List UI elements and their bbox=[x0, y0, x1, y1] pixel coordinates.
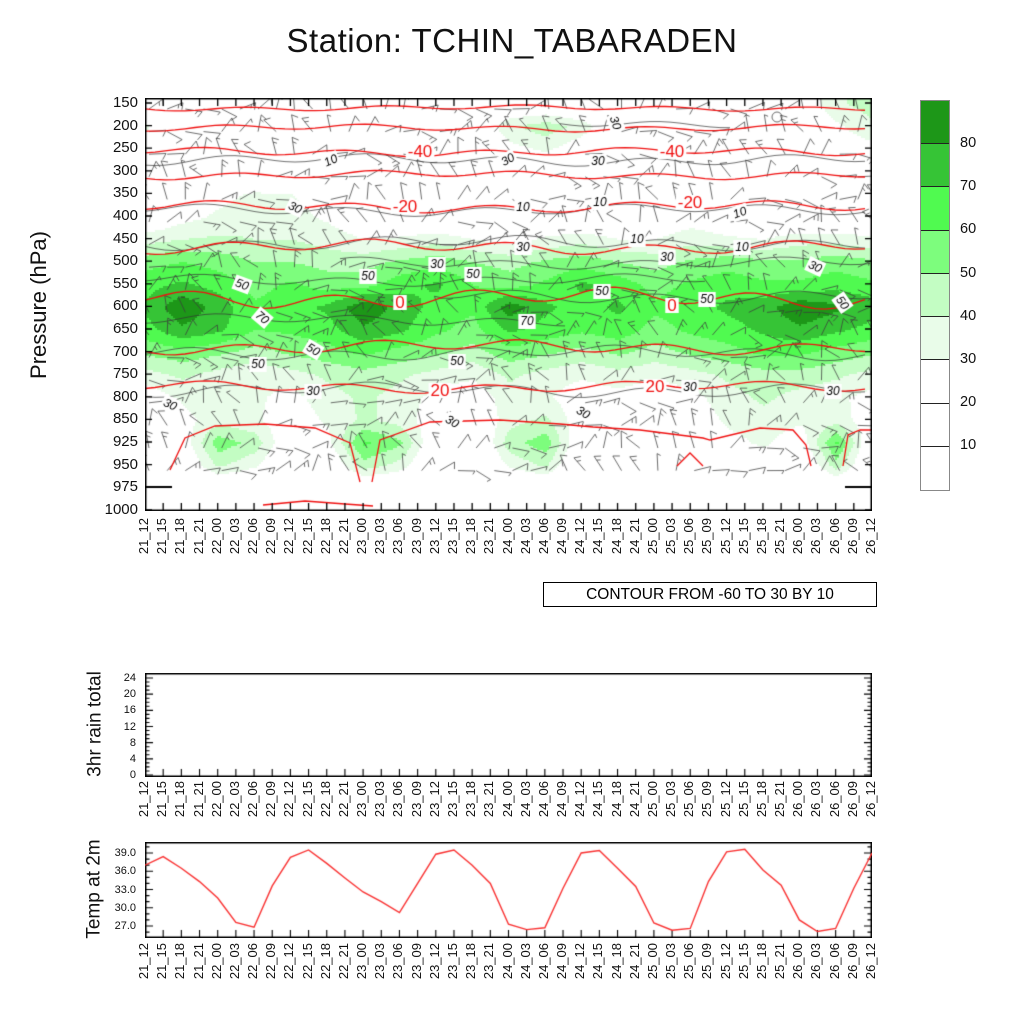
time-tick-label: 22_12 bbox=[281, 781, 297, 818]
rain-tick-label: 12 bbox=[123, 720, 136, 733]
time-tick-label: 22_21 bbox=[335, 518, 351, 555]
colorbar-tick-label: 10 bbox=[960, 437, 977, 454]
time-tick-label: 25_06 bbox=[681, 781, 697, 818]
rain-tick-label: 0 bbox=[129, 769, 136, 782]
pressure-tick-label: 400 bbox=[112, 207, 138, 224]
colorbar-cell bbox=[921, 447, 949, 490]
time-tick-label: 24_09 bbox=[554, 781, 570, 818]
time-tick-label: 21_15 bbox=[154, 781, 170, 818]
temp-tick-label: 36.0 bbox=[114, 865, 136, 878]
time-tick-label: 25_21 bbox=[772, 943, 788, 980]
time-tick-label: 24_00 bbox=[499, 518, 515, 555]
time-tick-label: 26_09 bbox=[844, 781, 860, 818]
time-tick-label: 22_00 bbox=[208, 781, 224, 818]
time-tick-label: 26_06 bbox=[826, 943, 842, 980]
time-tick-label: 22_18 bbox=[317, 518, 333, 555]
colorbar-cell bbox=[921, 187, 949, 230]
time-tick-label: 24_21 bbox=[626, 943, 642, 980]
time-tick-label: 22_00 bbox=[208, 943, 224, 980]
pressure-tick-label: 200 bbox=[112, 116, 138, 134]
time-tick-label: 23_12 bbox=[426, 518, 442, 555]
colorbar-tick-label: 30 bbox=[960, 351, 977, 367]
time-tick-label: 26_03 bbox=[808, 943, 824, 980]
rain-tick-label: 8 bbox=[129, 736, 136, 749]
rain-plot bbox=[145, 673, 872, 777]
time-tick-label: 23_21 bbox=[481, 518, 497, 555]
time-tick-label: 23_15 bbox=[444, 781, 460, 818]
time-tick-label: 24_03 bbox=[517, 943, 533, 980]
time-tick-label: 25_21 bbox=[772, 781, 788, 818]
time-tick-label: 26_00 bbox=[790, 943, 806, 980]
pressure-tick-label: 350 bbox=[112, 184, 138, 202]
time-tick-label: 25_00 bbox=[644, 943, 660, 980]
time-tick-label: 23_06 bbox=[390, 781, 406, 818]
time-tick-label: 23_09 bbox=[408, 781, 424, 818]
pressure-tick-label: 700 bbox=[112, 342, 138, 360]
time-tick-label: 21_21 bbox=[190, 518, 206, 555]
time-tick-label: 23_00 bbox=[354, 781, 370, 818]
time-tick-label: 25_03 bbox=[663, 518, 679, 555]
colorbar-cell bbox=[921, 144, 949, 187]
time-tick-label: 26_00 bbox=[790, 781, 806, 818]
time-tick-label: 23_00 bbox=[354, 518, 370, 555]
pressure-tick-label: 300 bbox=[112, 161, 138, 179]
time-tick-label: 25_12 bbox=[717, 781, 733, 818]
time-tick-label: 24_21 bbox=[626, 781, 642, 818]
time-tick-label: 21_21 bbox=[190, 781, 206, 818]
time-tick-label: 21_15 bbox=[154, 518, 170, 555]
pressure-tick-label: 800 bbox=[112, 387, 138, 405]
time-tick-label: 25_18 bbox=[753, 518, 769, 555]
time-tick-label: 22_00 bbox=[208, 518, 224, 555]
time-tick-label: 25_09 bbox=[699, 781, 715, 818]
pressure-tick-label: 450 bbox=[112, 229, 138, 247]
time-tick-label: 25_15 bbox=[735, 781, 751, 818]
colorbar-cell bbox=[921, 101, 949, 144]
time-tick-label: 22_12 bbox=[281, 518, 297, 555]
time-tick-label: 24_09 bbox=[554, 943, 570, 980]
time-tick-label: 23_18 bbox=[463, 943, 479, 980]
time-tick-label: 25_00 bbox=[644, 781, 660, 818]
time-tick-label: 23_21 bbox=[481, 943, 497, 980]
time-tick-label: 25_12 bbox=[717, 943, 733, 980]
time-tick-label: 26_03 bbox=[808, 781, 824, 818]
time-tick-label: 25_06 bbox=[681, 943, 697, 980]
time-tick-label: 24_21 bbox=[626, 518, 642, 555]
temp-tick-label: 30.0 bbox=[114, 901, 136, 914]
time-tick-label: 25_18 bbox=[753, 781, 769, 818]
pressure-tick-label: 650 bbox=[112, 320, 138, 337]
time-tick-label: 21_18 bbox=[172, 943, 188, 980]
time-tick-label: 24_03 bbox=[517, 518, 533, 555]
time-tick-label: 26_09 bbox=[844, 518, 860, 555]
time-tick-label: 21_12 bbox=[136, 781, 151, 818]
time-tick-label: 23_03 bbox=[372, 518, 388, 555]
pressure-tick-label: 850 bbox=[112, 410, 138, 428]
time-tick-label: 22_03 bbox=[226, 518, 242, 555]
time-tick-label: 23_15 bbox=[444, 518, 460, 555]
time-tick-label: 23_15 bbox=[444, 943, 460, 980]
pressure-axis-title: Pressure (hPa) bbox=[26, 231, 51, 379]
temp-axis-title: Temp at 2m bbox=[83, 839, 105, 939]
pressure-tick-label: 500 bbox=[112, 252, 138, 270]
time-tick-label: 24_15 bbox=[590, 781, 606, 818]
time-tick-label: 21_18 bbox=[172, 781, 188, 818]
time-tick-label: 25_21 bbox=[772, 518, 788, 555]
colorbar-cell bbox=[921, 404, 949, 447]
time-tick-label: 25_00 bbox=[644, 518, 660, 555]
time-tick-label: 22_09 bbox=[263, 943, 279, 980]
time-tick-label: 24_15 bbox=[590, 518, 606, 555]
time-tick-label: 23_06 bbox=[390, 518, 406, 555]
time-tick-label: 24_18 bbox=[608, 781, 624, 818]
time-tick-label: 24_06 bbox=[535, 518, 551, 555]
time-tick-label: 23_21 bbox=[481, 781, 497, 818]
time-tick-label: 21_21 bbox=[190, 943, 206, 980]
time-tick-label: 23_09 bbox=[408, 518, 424, 555]
time-tick-label: 26_03 bbox=[808, 518, 824, 555]
time-tick-label: 25_06 bbox=[681, 518, 697, 555]
time-tick-label: 24_00 bbox=[499, 781, 515, 818]
temp-plot bbox=[145, 842, 872, 938]
time-tick-label: 24_12 bbox=[572, 781, 588, 818]
time-tick-label: 23_18 bbox=[463, 518, 479, 555]
colorbar-cell bbox=[921, 274, 949, 317]
time-tick-label: 26_06 bbox=[826, 781, 842, 818]
time-tick-label: 23_06 bbox=[390, 943, 406, 980]
colorbar-tick-label: 20 bbox=[960, 394, 977, 411]
rain-tick-label: 20 bbox=[123, 688, 136, 701]
time-tick-label: 25_03 bbox=[663, 943, 679, 980]
time-tick-label: 24_18 bbox=[608, 518, 624, 555]
time-tick-label: 24_18 bbox=[608, 943, 624, 980]
time-tick-label: 25_03 bbox=[663, 781, 679, 818]
time-tick-label: 23_12 bbox=[426, 943, 442, 980]
time-tick-label: 26_00 bbox=[790, 518, 806, 555]
humidity-colorbar bbox=[920, 100, 950, 491]
station-title: Station: TCHIN_TABARADEN bbox=[286, 22, 738, 59]
colorbar-tick-label: 70 bbox=[960, 178, 977, 195]
time-tick-label: 21_12 bbox=[136, 518, 151, 555]
rain-tick-label: 24 bbox=[123, 672, 136, 684]
temp-tick-label: 39.0 bbox=[114, 847, 136, 859]
time-tick-label: 24_09 bbox=[554, 518, 570, 555]
contour-note-box: CONTOUR FROM -60 TO 30 BY 10 bbox=[543, 582, 877, 607]
time-tick-label: 26_09 bbox=[844, 943, 860, 980]
rain-tick-label: 16 bbox=[123, 704, 136, 717]
time-tick-label: 25_12 bbox=[717, 518, 733, 555]
time-tick-label: 21_15 bbox=[154, 943, 170, 980]
time-tick-label: 25_18 bbox=[753, 943, 769, 980]
time-tick-label: 23_12 bbox=[426, 781, 442, 818]
time-tick-label: 22_18 bbox=[317, 943, 333, 980]
time-tick-label: 25_09 bbox=[699, 518, 715, 555]
colorbar-tick-label: 50 bbox=[960, 264, 977, 281]
time-tick-label: 24_12 bbox=[572, 518, 588, 555]
pressure-tick-label: 250 bbox=[112, 139, 138, 157]
rain-tick-label: 4 bbox=[129, 752, 136, 765]
time-tick-label: 22_03 bbox=[226, 781, 242, 818]
pressure-tick-label: 750 bbox=[112, 365, 138, 383]
time-tick-label: 23_18 bbox=[463, 781, 479, 818]
pressure-tick-label: 150 bbox=[112, 94, 138, 111]
time-tick-label: 26_06 bbox=[826, 518, 842, 555]
pressure-tick-label: 600 bbox=[112, 297, 138, 315]
time-tick-label: 22_18 bbox=[317, 781, 333, 818]
time-tick-label: 22_15 bbox=[299, 518, 315, 555]
time-tick-label: 22_12 bbox=[281, 943, 297, 980]
colorbar-cell bbox=[921, 231, 949, 274]
rain-axis-title: 3hr rain total bbox=[84, 671, 106, 777]
time-tick-label: 22_06 bbox=[245, 943, 261, 980]
time-tick-label: 22_09 bbox=[263, 518, 279, 555]
time-tick-label: 22_06 bbox=[245, 518, 261, 555]
colorbar-tick-label: 80 bbox=[960, 135, 977, 151]
humidity-wind-cross-section-plot bbox=[145, 98, 872, 511]
time-tick-label: 21_18 bbox=[172, 518, 188, 555]
pressure-tick-label: 550 bbox=[112, 274, 138, 292]
pressure-tick-label: 925 bbox=[112, 433, 138, 450]
time-tick-label: 24_15 bbox=[590, 943, 606, 980]
temp-tick-label: 27.0 bbox=[114, 920, 136, 932]
time-tick-label: 21_12 bbox=[136, 943, 151, 980]
time-tick-label: 26_12 bbox=[863, 943, 878, 980]
time-tick-label: 22_09 bbox=[263, 781, 279, 818]
time-tick-label: 23_00 bbox=[354, 943, 370, 980]
time-tick-label: 25_09 bbox=[699, 943, 715, 980]
time-tick-label: 24_12 bbox=[572, 943, 588, 980]
time-tick-label: 24_00 bbox=[499, 943, 515, 980]
time-tick-label: 22_15 bbox=[299, 781, 315, 818]
colorbar-tick-label: 60 bbox=[960, 221, 977, 238]
time-tick-label: 23_03 bbox=[372, 781, 388, 818]
pressure-tick-label: 1000 bbox=[104, 500, 138, 518]
pressure-tick-label: 975 bbox=[112, 478, 138, 496]
colorbar-tick-label: 40 bbox=[960, 307, 977, 324]
time-tick-label: 26_12 bbox=[863, 781, 878, 818]
time-tick-label: 22_21 bbox=[335, 943, 351, 980]
time-tick-label: 24_06 bbox=[535, 943, 551, 980]
time-tick-label: 24_06 bbox=[535, 781, 551, 818]
time-tick-label: 22_06 bbox=[245, 781, 261, 818]
time-tick-label: 23_03 bbox=[372, 943, 388, 980]
time-tick-label: 25_15 bbox=[735, 943, 751, 980]
colorbar-cell bbox=[921, 317, 949, 360]
time-tick-label: 25_15 bbox=[735, 518, 751, 555]
time-tick-label: 22_21 bbox=[335, 781, 351, 818]
time-tick-label: 23_09 bbox=[408, 943, 424, 980]
pressure-tick-label: 950 bbox=[112, 455, 138, 473]
temp-tick-label: 33.0 bbox=[114, 883, 136, 896]
colorbar-cell bbox=[921, 360, 949, 403]
time-tick-label: 24_03 bbox=[517, 781, 533, 818]
time-tick-label: 22_15 bbox=[299, 943, 315, 980]
time-tick-label: 26_12 bbox=[863, 518, 878, 555]
time-tick-label: 22_03 bbox=[226, 943, 242, 980]
